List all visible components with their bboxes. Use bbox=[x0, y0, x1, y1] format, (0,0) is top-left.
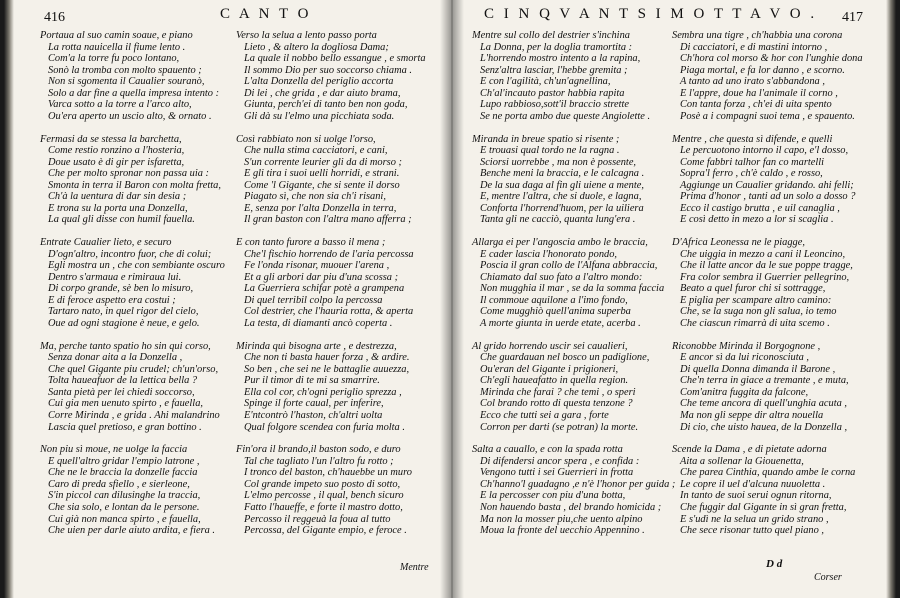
verse-line: Scende la Dama , e di pietate adorna bbox=[672, 444, 827, 456]
verse-line: Ecco il castigo brutta , e uil canaglia , bbox=[680, 202, 840, 214]
stanza bbox=[40, 444, 245, 536]
verse-line: Che il latte ancor da le sue poppe tragge, bbox=[680, 260, 853, 272]
verse-line: Portaua al suo camin soaue, e piano bbox=[40, 30, 193, 41]
page-edge bbox=[886, 0, 896, 598]
verse-line: La quale il nobbo bello essangue , e smorta bbox=[244, 53, 426, 65]
verse-line: Piagato sì, che non sia ch'i risani, bbox=[244, 191, 386, 203]
verse-line: Ma non gli seppe dir altra nouella bbox=[680, 409, 824, 421]
stanza bbox=[472, 237, 677, 329]
verse-line: Ou'eran del Gigante i prigioneri, bbox=[480, 363, 619, 375]
verse-line: Egli mostra un , che con sembiante oscuro bbox=[48, 260, 225, 272]
verse-line: Lascia quel pretioso, e gran bottino . bbox=[48, 421, 202, 433]
verse-line: Com'a la torre fu poco lontano, bbox=[48, 53, 180, 65]
verse-line: Pur il timor di te mi sa smarrire. bbox=[244, 375, 380, 387]
verse-line: Ma non la mosser piu,che uento alpino bbox=[480, 513, 643, 525]
stanza bbox=[472, 30, 677, 122]
verse-line: I tronco del baston, ch'hauebbe un muro bbox=[244, 467, 412, 479]
verse-line: De la sua daga al fin gli uiene a mente, bbox=[480, 179, 644, 191]
verse-line: Ch'à la uentura di dar sin desia ; bbox=[48, 191, 187, 203]
verse-line: Non piu sì moue, ne uolge la faccia bbox=[40, 444, 188, 456]
verse-line: D'ogn'altro, incontro fuor, che di colui; bbox=[48, 248, 212, 260]
verse-line: Col brando rotto di questa tenzone ? bbox=[480, 398, 633, 410]
verse-line: Benche meni la braccia, e le calcagna . bbox=[480, 168, 645, 180]
verse-line: Di quella Donna dimanda il Barone , bbox=[680, 363, 836, 375]
verse-line: Beato a quel furor chi si sottragge, bbox=[680, 283, 826, 295]
verse-line: Ch'hanno'l guadagno ,e n'è l'honor per guida ; bbox=[480, 478, 676, 490]
verse-line: La Guerriera schifar potè a grampena bbox=[244, 283, 405, 295]
verse-line: Che sece risonar tutto quel piano , bbox=[680, 525, 825, 537]
verse-line: Sopra'l ferro , ch'è caldo , e rosso, bbox=[680, 168, 823, 180]
verse-line: Le percuotono intorno il capo, e'l dosso, bbox=[680, 145, 849, 157]
verse-line: E, mentre l'altra, che si duole, e lagna, bbox=[480, 191, 642, 203]
verse-line: Che guardauan nel bosco un padiglione, bbox=[480, 352, 650, 364]
catchword: Mentre bbox=[400, 562, 429, 573]
verse-line: Le copre il uel d'alcuna nuuoletta . bbox=[680, 478, 826, 490]
left-page bbox=[4, 0, 448, 598]
stanza bbox=[672, 134, 877, 226]
verse-line: Aggiunge un Caualier gridando. ahi felli; bbox=[680, 179, 854, 191]
verse-line: Che fuggir dal Gigante in sì gran fretta, bbox=[680, 501, 847, 513]
verse-line: Tal che tagliato l'un l'altro fu rotto ; bbox=[244, 455, 394, 467]
stanza bbox=[472, 341, 677, 433]
verse-line: Col destrier, che l'hauria rotta, & aperta bbox=[244, 306, 414, 318]
verse-line: Il gran baston con l'altra mano afferra ; bbox=[244, 214, 412, 226]
verse-line: Vengono tutti i sei Guerrieri in frotta bbox=[480, 467, 634, 479]
verse-line: A tanto ad uno irato s'abbandona , bbox=[680, 76, 825, 88]
verse-line: Giunta, perch'ei di tanto ben non goda, bbox=[244, 99, 408, 111]
stanza bbox=[236, 237, 441, 329]
verse-line: Solo a dar fine a quella impresa intento : bbox=[48, 87, 220, 99]
verse-line: D'Africa Leonessa ne le piagge, bbox=[672, 237, 805, 249]
verse-line: E s'udì ne la selua un grido strano , bbox=[680, 513, 829, 525]
verse-line: Come restio ronzino a l'hosteria, bbox=[48, 145, 185, 157]
verse-line: Che per molto spronar non passa uia : bbox=[48, 168, 209, 180]
verse-line: E così detto in mezo a lor si scaglia . bbox=[680, 214, 834, 226]
verse-line: Fermasi da se stessa la barchetta, bbox=[40, 133, 182, 145]
verse-line: E l'appre, doue ha l'animale il corno , bbox=[680, 87, 838, 99]
verse-line: In tanto de suoi serui ognun ritorna, bbox=[680, 490, 832, 502]
stanza bbox=[236, 30, 441, 122]
verse-line: Che'n terra in giace a tremante , e muta, bbox=[680, 375, 849, 387]
verse-line: S'un corrente leurier gli da di morso ; bbox=[244, 156, 402, 168]
verse-line: L'horrendo mostro intento a la rapina, bbox=[480, 53, 641, 65]
verse-line: Che sia solo, e lontan da le persone. bbox=[48, 501, 200, 513]
verse-line: Entrate Caualier lieto, e securo bbox=[40, 237, 172, 249]
verse-line: Riconobbe Mirinda il Borgognone , bbox=[672, 340, 821, 352]
verse-line: Conforta l'horrend'huom, per la uiliera bbox=[480, 202, 644, 214]
verse-line: E la percosser con piu d'una botta, bbox=[480, 490, 626, 502]
stanza bbox=[40, 341, 245, 433]
verse-line: Tolta haueafuor de la lettica bella ? bbox=[48, 375, 198, 387]
verse-line: E gli tira i suoi uelli horridi, e strani. bbox=[244, 168, 400, 180]
verse-line: Caro di preda sfiello , e sierleone, bbox=[48, 478, 190, 490]
stanza bbox=[236, 134, 441, 226]
stanza bbox=[40, 30, 245, 122]
verse-line: Qual folgore scendea con furia molta . bbox=[244, 421, 405, 433]
verse-line: Come mugghiò quell'anima superba bbox=[480, 306, 631, 318]
stanza bbox=[672, 444, 877, 536]
verse-line: Che ne le braccia la donzelle faccia bbox=[48, 467, 198, 479]
verse-line: Come fabbri talhor fan co martelli bbox=[680, 156, 825, 168]
page-edge bbox=[4, 0, 14, 598]
verse-line: Ch'al'incauto pastor habbia rapita bbox=[480, 87, 625, 99]
verse-line: E piglia per scampare altro camino: bbox=[680, 294, 832, 306]
verse-line: Così rabbiato non si uolge l'orso, bbox=[236, 133, 376, 145]
verse-line: Che, se la suga non gli salua, io temo bbox=[680, 306, 837, 318]
verse-line: Ma, perche tanto spatio ho sin qui corso, bbox=[40, 340, 211, 352]
verse-line: Verso la selua a lento passo porta bbox=[236, 30, 377, 41]
verse-line: Mentre , che questa sì difende, e quelli bbox=[672, 133, 833, 145]
catchword: Corser bbox=[814, 572, 842, 583]
verse-line: Che quel Gigante piu crudel; ch'un'orso, bbox=[48, 363, 219, 375]
stanza bbox=[472, 444, 677, 536]
verse-line: Prima d'honor , tanti ad un solo a dosso ? bbox=[680, 191, 856, 203]
verse-line: Varca sotto a la torre a l'arco alto, bbox=[48, 99, 192, 111]
verse-line: Che teme ancora di quell'unghia acuta , bbox=[680, 398, 848, 410]
verse-line: Col grande impeto suo posto di sotto, bbox=[244, 478, 401, 490]
verse-line: La rotta nauicella il fiume lento . bbox=[48, 41, 186, 53]
verse-line: Di lei , che grida , e dar aiuto brama, bbox=[244, 87, 401, 99]
verse-line: Non hauendo basta , del brando homicida ; bbox=[480, 501, 662, 513]
right-page bbox=[452, 0, 896, 598]
verse-line: Percosso il reggeuà la foua al tutto bbox=[244, 513, 391, 525]
stanza bbox=[236, 444, 441, 536]
verse-line: Lupo rabbioso,sott'il braccio strette bbox=[480, 99, 630, 111]
verse-line: Gli dà su l'elmo una picchiata soda. bbox=[244, 110, 395, 122]
verse-line: So ben , che sei ne le battaglie auuezza, bbox=[244, 363, 410, 375]
page-number: 416 bbox=[44, 10, 65, 25]
stanza bbox=[672, 341, 877, 433]
verse-line: Al grido horrendo uscir sei caualieri, bbox=[472, 340, 628, 352]
verse-line: Allarga ei per l'angoscia ambo le braccia, bbox=[472, 237, 648, 249]
verse-line: Non si sgomenta il Caualier souranò, bbox=[48, 76, 205, 88]
verse-line: Che ciascun rimarrà di uita scemo . bbox=[680, 317, 830, 329]
verse-line: Posè a i compagni suoi tema , e spauento. bbox=[680, 110, 855, 122]
verse-line: S'in piccol can dilusinghe la traccia, bbox=[48, 490, 201, 502]
verse-line: Cui già non manca spirto , e fauella, bbox=[48, 513, 201, 525]
verse-line: Moua la fronte del uecchio Appennino . bbox=[480, 525, 645, 537]
verse-line: Senza donar aita a la Donzella , bbox=[48, 352, 183, 364]
verse-line: Miranda in breue spatio si risente ; bbox=[472, 133, 620, 145]
verse-line: Fatto l'haueffe, e forte il mastro dotto, bbox=[244, 501, 403, 513]
verse-line: Poscia il gran collo de l'Alfana abbraccia, bbox=[480, 260, 658, 272]
verse-line: E quell'altro gridar l'empio latrone , bbox=[48, 455, 200, 467]
verse-line: Senz'altra lasciar, l'hebbe gremita ; bbox=[480, 64, 628, 76]
verse-line: Non mugghia il mar , se da la somma faccia bbox=[480, 283, 665, 295]
verse-line: Mentre sul collo del destrier s'inchina bbox=[472, 30, 630, 41]
stanza bbox=[40, 237, 245, 329]
verse-line: Che'l fischio horrendo de l'aria percossa bbox=[244, 248, 414, 260]
verse-line: Aita a sollenar la Giouenetta, bbox=[680, 455, 804, 467]
verse-line: Ch'hora col morso & hor con l'unghie dona bbox=[680, 53, 863, 65]
signature-mark: D d bbox=[766, 558, 783, 570]
verse-line: Ch'egli haueafatto in quella region. bbox=[480, 375, 629, 387]
verse-line: Ou'era aperto un uscio alto, & ornato . bbox=[48, 110, 212, 122]
book-spread bbox=[4, 0, 896, 598]
verse-line: Chiamato dal suo fato a l'altro mondo: bbox=[480, 271, 643, 283]
verse-line: Percossa, del Gigante empio, e feroce . bbox=[244, 525, 407, 537]
verse-line: L'elmo percosse , il qual, bench sicuro bbox=[244, 490, 404, 502]
verse-line: Di cacciatori, e di mastini intorno , bbox=[680, 41, 828, 53]
stanza bbox=[672, 237, 877, 329]
verse-line: E trouasi qual tordo ne la ragna . bbox=[480, 145, 620, 157]
verse-line: E con tanto furore a basso il mena ; bbox=[236, 237, 386, 249]
verse-line: Piaga mortal, e fa lor danno , e scorno. bbox=[680, 64, 845, 76]
stanza bbox=[40, 134, 245, 226]
verse-line: Salta a cauallo, e con la spada rotta bbox=[472, 444, 623, 456]
verse-line: A morte giunta in uerde etate, acerba . bbox=[480, 317, 641, 329]
verse-line: Corre Mirinda , e grida . Ahi malandrino bbox=[48, 409, 220, 421]
verse-line: Doue usato è di gir per isfaretta, bbox=[48, 156, 185, 168]
verse-line: Se ne porta ambo due queste Angiolette . bbox=[480, 110, 651, 122]
stanza bbox=[672, 30, 877, 122]
verse-line: L'alta Donzella del periglio accorta bbox=[244, 76, 394, 88]
verse-line: E cader lascia l'honorato pondo, bbox=[480, 248, 618, 260]
verse-line: Tanta gli ne cacciò, quanta lung'era . bbox=[480, 214, 636, 226]
verse-column bbox=[236, 30, 441, 548]
verse-line: Di difendersi ancor spera , e confida : bbox=[480, 455, 640, 467]
page-number: 417 bbox=[842, 10, 863, 25]
verse-line: Et a gli arbori dar piu d'una scossa ; bbox=[244, 271, 399, 283]
verse-line: E ancor sì da lui riconosciuta , bbox=[680, 352, 810, 364]
verse-line: Che parea Cinthia, quando ambe le corna bbox=[680, 467, 856, 479]
verse-line: Che nulla stima cacciatori, e cani, bbox=[244, 145, 388, 157]
verse-line: Spinge il forte caual, per inferire, bbox=[244, 398, 384, 410]
verse-line: Com'anitra fuggita da falcone, bbox=[680, 386, 809, 398]
verse-line: Di cio, che uisto hauea, de la Donzella , bbox=[680, 421, 848, 433]
verse-column bbox=[40, 30, 245, 548]
verse-column bbox=[472, 30, 677, 548]
verse-line: Di corpo grande, sè ben lo misuro, bbox=[48, 283, 194, 295]
verse-line: Corron per darti (se potran) la morte. bbox=[480, 421, 639, 433]
verse-line: Fra color sembra il Guerrier pellegrino, bbox=[680, 271, 850, 283]
verse-line: Mirinda che farai ? che temi , o speri bbox=[480, 386, 636, 398]
verse-line: Sciorsi uorrebbe , ma non è possente, bbox=[480, 156, 637, 168]
verse-line: Ella col cor, ch'ogni periglio sprezza , bbox=[244, 386, 402, 398]
verse-line: Come 'l Gigante, che si sente il dorso bbox=[244, 179, 400, 191]
verse-line: Il sommo Dio per suo soccorso chiama . bbox=[244, 64, 412, 76]
stanza bbox=[236, 341, 441, 433]
verse-line: Con tanta forza , ch'ei di uita spento bbox=[680, 99, 832, 111]
verse-line: Ecco che tutti sei a gara , forte bbox=[480, 409, 609, 421]
verse-line: Oue ad ogni stagione è neue, e gelo. bbox=[48, 317, 200, 329]
verse-line: La qual gli disse con humil fauella. bbox=[48, 214, 195, 226]
stanza bbox=[472, 134, 677, 226]
verse-line: Mirinda quì bisogna arte , e destrezza, bbox=[236, 340, 397, 352]
verse-line: Che uiggia in mezzo a cani il Leoncino, bbox=[680, 248, 846, 260]
verse-line: Santa pietà per lei chiedi soccorso, bbox=[48, 386, 195, 398]
verse-line: Fe l'onda risonar, muouer l'arena , bbox=[244, 260, 390, 272]
verse-line: E di feroce aspetto era costui ; bbox=[48, 294, 176, 306]
verse-line: Fin'ora il brando,il baston sodo, e duro bbox=[236, 444, 401, 456]
verse-line: Il commoue aquilone a l'imo fondo, bbox=[480, 294, 628, 306]
verse-line: E'ntcontrò l'haston, ch'altri uolta bbox=[244, 409, 383, 421]
verse-line: E trona su la porta una Donzella, bbox=[48, 202, 188, 214]
verse-line: La Donna, per la doglia tramortita : bbox=[480, 41, 633, 53]
verse-line: E con l'agilità, ch'un'agnellina, bbox=[480, 76, 611, 88]
verse-line: Lieto , & altero la dogliosa Dama; bbox=[244, 41, 389, 53]
running-head: C A N T O bbox=[220, 6, 312, 22]
running-head: C I N Q V A N T S I M O T T A V O . bbox=[484, 6, 818, 22]
verse-line: Cui gia men uenuto spirto , e fauella, bbox=[48, 398, 203, 410]
verse-line: Che non ti basta hauer forza , & ardire. bbox=[244, 352, 410, 364]
verse-column bbox=[672, 30, 877, 548]
verse-line: Di quel terribil colpo la percossa bbox=[244, 294, 383, 306]
verse-line: Sonò la tromba con molto spauento ; bbox=[48, 64, 202, 76]
verse-line: Smonta in terra il Baron con molta fretta, bbox=[48, 179, 221, 191]
verse-line: Sembra una tigre , ch'habbia una corona bbox=[672, 30, 843, 41]
verse-line: Che uien per darle aiuto ardita, e fiera . bbox=[48, 525, 216, 537]
verse-line: La testa, di diamanti ancò coperta . bbox=[244, 317, 393, 329]
verse-line: E, senza por l'alta Donzella in terra, bbox=[244, 202, 397, 214]
verse-line: Dentro s'armaua e rimiraua lui. bbox=[48, 271, 182, 283]
verse-line: Tartaro nato, in quel rigor del cielo, bbox=[48, 306, 199, 318]
